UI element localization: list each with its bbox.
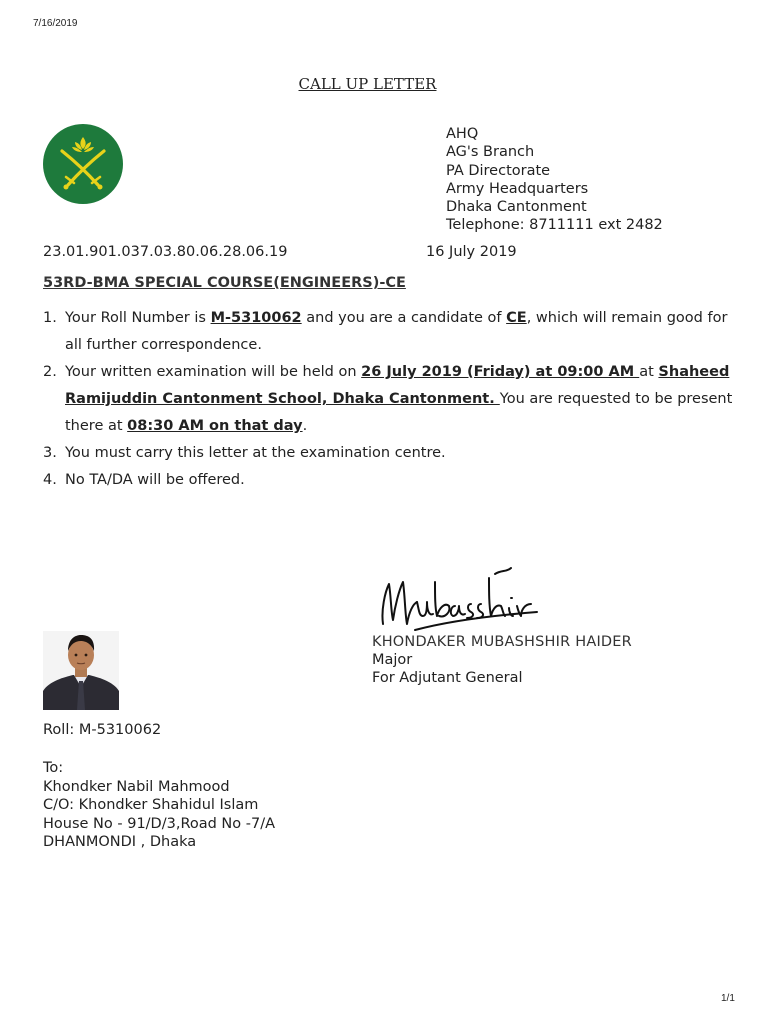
exam-venue: Shaheed Ramijuddin Cantonment School, Dhaka Cantonment. bbox=[65, 364, 730, 407]
item-text: You must carry this letter at the examination centre. bbox=[65, 445, 446, 461]
instruction-item bbox=[43, 305, 743, 359]
recipient-care-of: C/O: Khondker Shahidul Islam bbox=[43, 797, 259, 813]
item-number: 1. bbox=[43, 310, 57, 326]
army-emblem-icon bbox=[42, 123, 124, 205]
address-line: AG's Branch bbox=[446, 144, 535, 161]
roll-line: Roll: M-5310062 bbox=[43, 722, 162, 738]
page-number: 1/1 bbox=[721, 993, 735, 1004]
item-text: . bbox=[302, 418, 308, 434]
recipient-name: Khondker Nabil Mahmood bbox=[43, 778, 230, 795]
to-label: To: bbox=[43, 760, 64, 776]
instruction-item bbox=[43, 467, 743, 494]
item-number: 4. bbox=[43, 472, 57, 488]
instruction-item bbox=[43, 440, 743, 467]
recipient-house: House No - 91/D/3,Road No -7/A bbox=[43, 815, 276, 832]
course-title: 53RD-BMA SPECIAL COURSE(ENGINEERS)-CE bbox=[43, 275, 406, 291]
signer-office: For Adjutant General bbox=[372, 670, 523, 686]
item-text: Your written examination will be held on bbox=[65, 364, 362, 380]
letter-date: 16 July 2019 bbox=[426, 244, 517, 260]
address-line: Army Headquarters bbox=[446, 180, 589, 197]
print-date: 7/16/2019 bbox=[33, 18, 78, 29]
report-time: 08:30 AM on that day bbox=[127, 418, 303, 434]
headquarters-address bbox=[446, 125, 663, 235]
letter-title: CALL UP LETTER bbox=[298, 75, 437, 93]
recipient-address bbox=[43, 759, 275, 852]
item-text: at bbox=[639, 364, 659, 380]
candidate-category: CE bbox=[506, 310, 527, 326]
instructions-list bbox=[43, 305, 743, 494]
signer-name: KHONDAKER MUBASHSHIR HAIDER bbox=[372, 634, 632, 650]
item-text: Your Roll Number is bbox=[65, 310, 211, 326]
item-number: 2. bbox=[43, 364, 57, 380]
address-line: Dhaka Cantonment bbox=[446, 199, 587, 216]
recipient-area: DHANMONDI , Dhaka bbox=[43, 834, 197, 850]
address-line: AHQ bbox=[446, 126, 479, 142]
item-text: and you are a candidate of bbox=[301, 310, 507, 326]
instruction-item bbox=[43, 359, 743, 440]
item-text: , which will remain good for all further correspondence. bbox=[65, 310, 728, 353]
item-text: You are requested to be present there at bbox=[65, 391, 733, 434]
signature bbox=[375, 562, 545, 642]
address-telephone: Telephone: 8711111 ext 2482 bbox=[446, 217, 663, 234]
reference-number: 23.01.901.037.03.80.06.28.06.19 bbox=[43, 244, 288, 260]
item-text: No TA/DA will be offered. bbox=[65, 472, 245, 488]
exam-datetime: 26 July 2019 (Friday) at 09:00 AM bbox=[361, 364, 640, 380]
signer-block bbox=[372, 633, 632, 687]
candidate-photo bbox=[43, 631, 119, 710]
signer-rank: Major bbox=[372, 652, 413, 668]
roll-number: M-5310062 bbox=[210, 310, 302, 326]
item-number: 3. bbox=[43, 445, 57, 461]
address-line: PA Directorate bbox=[446, 162, 551, 179]
